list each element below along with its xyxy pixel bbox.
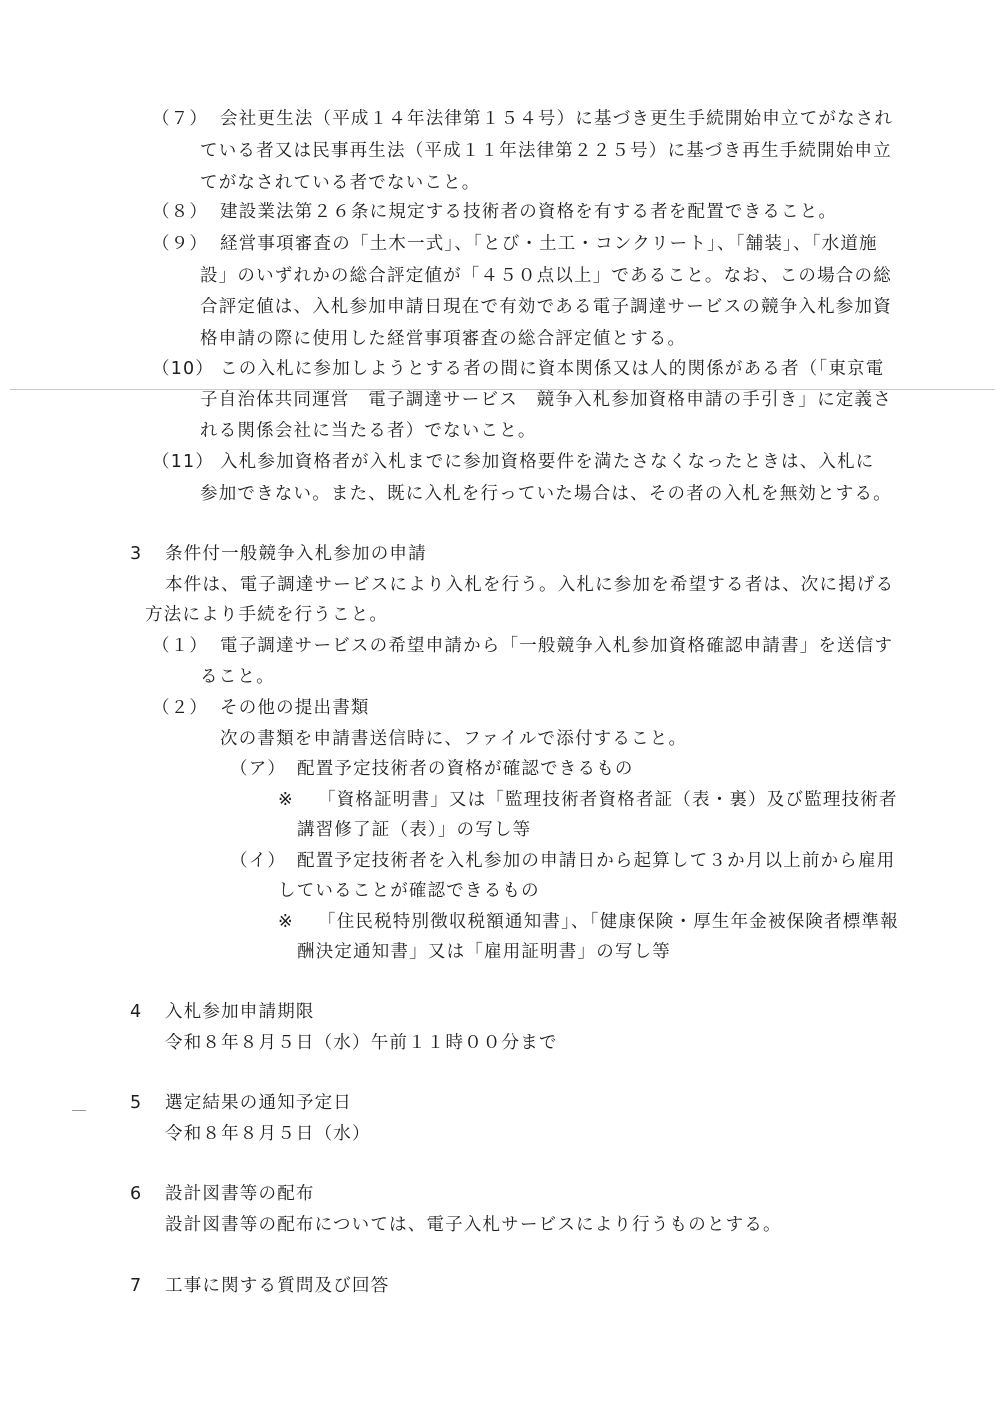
item-number: （10） [152,359,215,379]
paragraph-text: 令和８年８月５日（水）午前１１時００分まで [165,1033,558,1053]
item-text: この入札に参加しようとする者の間に資本関係又は人的関係がある者（「東京電 [220,359,885,379]
note-text: 酬決定通知書」又は「雇用証明書」の写し等 [297,942,671,962]
paragraph-text: 方法により手続を行うこと。 [145,605,389,625]
item-text: ること。 [200,667,275,687]
paragraph-text: 設計図書等の配布については、電子入札サービスにより行うものとする。 [165,1215,782,1235]
note-text: 「資格証明書」又は「監理技術者資格者証（表・裏）及び監理技術者 [318,790,898,810]
item-text: 格申請の際に使用した経営事項審査の総合評定値とする。 [200,329,687,349]
item-text: れる関係会社に当たる者）でないこと。 [200,421,537,441]
note-mark: ※ [278,912,294,932]
item-title: その他の提出書類 [220,698,370,718]
subitem-text: 配置予定技術者の資格が確認できるもの [297,759,634,779]
section-title: 条件付一般競争入札参加の申請 [165,544,427,564]
subitem-text: していることが確認できるもの [278,881,540,901]
note-mark: ※ [278,790,294,810]
item-text: てがなされている者でないこと。 [200,173,481,193]
item-number: （２） [152,698,209,718]
item-text: ている者又は民事再生法（平成１１年法律第２２５号）に基づき再生手続開始申立 [200,141,892,161]
item-number: （11） [152,452,215,472]
item-number: （１） [152,636,209,656]
section-title: 工事に関する質問及び回答 [165,1276,390,1296]
note-text: 「住民税特別徴収税額通知書」、「健康保険・厚生年金被保険者標準報 [318,912,899,932]
section-number: 4 [130,1002,143,1022]
section-title: 設計図書等の配布 [165,1184,315,1204]
section-number: 5 [130,1093,143,1113]
item-text: 参加できない。また、既に入札を行っていた場合は、その者の入札を無効とする。 [200,484,892,504]
item-number: （８） [152,202,209,222]
item-text: 会社更生法（平成１４年法律第１５４号）に基づき更生手続開始申立てがなされ [220,109,894,129]
section-number: 6 [130,1184,143,1204]
section-number: 3 [130,544,143,564]
section-title: 選定結果の通知予定日 [165,1093,352,1113]
item-text: 入札参加資格者が入札までに参加資格要件を満たさなくなったときは、入札に [220,452,875,472]
scan-speck [72,1110,86,1111]
item-text: 経営事項審査の「土木一式」、「とび・土工・コンクリート」、「舗装」、「水道施 [220,234,878,254]
note-text: 講習修了証（表）」の写し等 [297,820,532,840]
item-text: 次の書類を申請書送信時に、ファイルで添付すること。 [220,729,688,749]
section-title: 入札参加申請期限 [165,1002,315,1022]
item-text: 子自治体共同運営 電子調達サービス 競争入札参加資格申請の手引き」に定義さ [200,390,892,410]
item-number: （７） [152,109,209,129]
item-number: （９） [152,234,209,254]
subitem-number: （ア） [230,759,287,779]
paragraph-text: 令和８年８月５日（水） [165,1124,371,1144]
paragraph-text: 本件は、電子調達サービスにより入札を行う。入札に参加を希望する者は、次に掲げる [165,575,895,595]
subitem-text: 配置予定技術者を入札参加の申請日から起算して３か月以上前から雇用 [297,851,896,871]
item-text: 設」のいずれかの総合評定値が「４５０点以上」であること。なお、この場合の総 [200,266,892,286]
item-text: 建設業法第２６条に規定する技術者の資格を有する者を配置できること。 [220,202,838,222]
subitem-number: （イ） [230,851,287,871]
section-number: 7 [130,1276,143,1296]
item-text: 電子調達サービスの希望申請から「一般競争入札参加資格確認申請書」を送信す [220,636,894,656]
item-text: 合評定値は、入札参加申請日現在で有効である電子調達サービスの競争入札参加資 [200,297,892,317]
